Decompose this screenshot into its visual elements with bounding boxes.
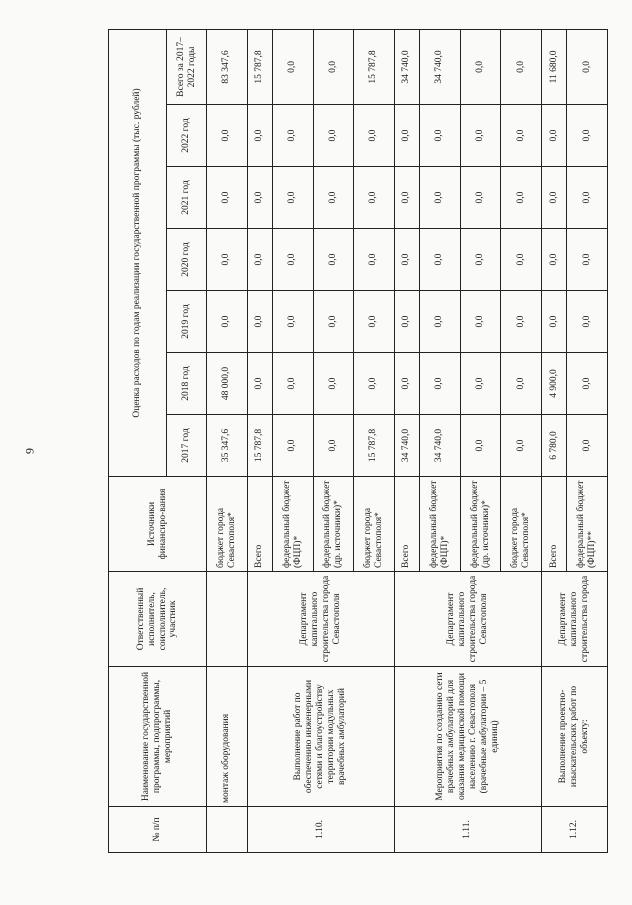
funding-source: бюджет города Севастополя* [354,477,395,572]
value-cell: 0,0 [567,29,608,104]
value-cell: 0,0 [313,415,354,477]
header-year-2017: 2017 год [167,415,207,477]
funding-source: федеральный бюджет (ФЦП)** [567,477,608,572]
value-cell: 0,0 [501,353,542,415]
value-cell: 0,0 [313,167,354,229]
value-cell: 0,0 [460,415,501,477]
value-cell: 34 740,0 [394,29,419,104]
header-year-2019: 2019 год [167,291,207,353]
value-cell: 0,0 [541,291,566,353]
value-cell: 0,0 [501,29,542,104]
value-cell: 15 787,8 [247,29,272,104]
header-sources: Источники финансиро-вания [109,477,207,572]
item-name: Выполнение проектно-изыскательских работ по объекту: [541,667,607,807]
value-cell: 0,0 [541,105,566,167]
value-cell: 0,0 [460,291,501,353]
value-cell: 0,0 [420,291,461,353]
item-name: Мероприятия по созданию сети врачебных амбулаторий для оказания медицинской помощи населению г. Севастополя (врачебные амбулатории – 5 единиц) [394,667,541,807]
value-cell: 0,0 [460,167,501,229]
value-cell: 0,0 [313,353,354,415]
value-cell: 0,0 [420,229,461,291]
value-cell: 0,0 [272,353,313,415]
value-cell: 0,0 [460,105,501,167]
item-number: 1.12. [541,807,607,853]
value-cell: 0,0 [207,105,248,167]
value-cell: 0,0 [313,291,354,353]
value-cell: 0,0 [567,105,608,167]
value-cell: 0,0 [313,229,354,291]
page-number: 9 [22,448,37,454]
value-cell: 0,0 [247,229,272,291]
value-cell: 0,0 [272,167,313,229]
value-cell: 0,0 [354,105,395,167]
header-total: Всего за 2017–2022 годы [167,29,207,104]
value-cell: 0,0 [394,291,419,353]
value-cell: 15 787,8 [247,415,272,477]
funding-source: Всего [247,477,272,572]
value-cell: 15 787,8 [354,415,395,477]
value-cell: 0,0 [394,353,419,415]
value-cell: 0,0 [313,29,354,104]
value-cell: 0,0 [247,291,272,353]
funding-source: федеральный бюджет (ФЦП)* [420,477,461,572]
value-cell: 0,0 [394,229,419,291]
value-cell: 0,0 [247,167,272,229]
item-number: 1.11. [394,807,541,853]
value-cell: 0,0 [394,167,419,229]
funding-source: Всего [394,477,419,572]
item-name: монтаж оборудования [207,667,248,807]
value-cell: 0,0 [501,167,542,229]
header-year-2021: 2021 год [167,167,207,229]
financing-table [108,29,608,853]
funding-source: федеральный бюджет (др. источники)* [460,477,501,572]
value-cell: 0,0 [501,105,542,167]
table-row [541,29,566,852]
value-cell: 0,0 [207,229,248,291]
value-cell: 0,0 [460,29,501,104]
value-cell: 4 900,0 [541,353,566,415]
value-cell: 0,0 [420,167,461,229]
value-cell: 0,0 [567,291,608,353]
value-cell: 0,0 [272,105,313,167]
funding-source: федеральный бюджет (ФЦП)* [272,477,313,572]
item-number: 1.10. [247,807,394,853]
value-cell: 0,0 [567,167,608,229]
value-cell: 0,0 [272,29,313,104]
value-cell: 11 680,0 [541,29,566,104]
value-cell: 0,0 [460,353,501,415]
value-cell: 0,0 [567,353,608,415]
value-cell: 0,0 [247,105,272,167]
value-cell: 0,0 [501,415,542,477]
value-cell: 35 347,6 [207,415,248,477]
value-cell: 0,0 [272,229,313,291]
item-name: Выполнение работ по обеспечению инженерными сетями и благоустройству территории модульных врачебных амбулаторий [247,667,394,807]
value-cell: 0,0 [501,291,542,353]
value-cell: 34 740,0 [420,29,461,104]
value-cell: 0,0 [207,167,248,229]
header-year-2018: 2018 год [167,353,207,415]
value-cell: 0,0 [247,353,272,415]
header-num: № п/п [109,807,207,853]
funding-source: бюджет города Севастополя* [207,477,248,572]
value-cell: 0,0 [272,291,313,353]
table-row [394,29,419,852]
table-row [247,29,272,852]
funding-source: бюджет города Севастополя* [501,477,542,572]
value-cell: 0,0 [354,353,395,415]
value-cell: 0,0 [313,105,354,167]
value-cell: 0,0 [501,229,542,291]
value-cell: 0,0 [420,353,461,415]
header-responsible: Ответственный исполнитель, соисполнитель, участник [109,572,207,667]
value-cell: 0,0 [354,229,395,291]
rotated-table-wrapper [108,38,608,853]
item-responsible: Департамент капитального строительства города Севастополя [247,572,394,667]
value-cell: 6 780,0 [541,415,566,477]
value-cell: 0,0 [567,229,608,291]
value-cell: 0,0 [420,105,461,167]
value-cell: 15 787,8 [354,29,395,104]
header-year-2022: 2022 год [167,105,207,167]
value-cell: 0,0 [272,415,313,477]
item-responsible: Департамент капитального строительства города Севастополя [394,572,541,667]
value-cell: 0,0 [567,415,608,477]
header-year-2020: 2020 год [167,229,207,291]
value-cell: 0,0 [207,291,248,353]
value-cell: 0,0 [541,229,566,291]
value-cell: 0,0 [394,105,419,167]
funding-source: Всего [541,477,566,572]
value-cell: 0,0 [354,167,395,229]
value-cell: 34 740,0 [420,415,461,477]
header-estimate-group: Оценка расходов по годам реализации государственной программы (тыс. рублей) [109,29,167,476]
funding-source: федеральный бюджет (др. источники)* [313,477,354,572]
table-row [207,29,248,852]
item-responsible: Департамент капитального строительства города [541,572,607,667]
value-cell: 34 740,0 [394,415,419,477]
value-cell: 0,0 [460,229,501,291]
value-cell: 83 347,6 [207,29,248,104]
value-cell: 0,0 [354,291,395,353]
header-name: Наименование государственной программы, подпрограммы, мероприятий [109,667,207,807]
value-cell: 0,0 [541,167,566,229]
value-cell: 48 000,0 [207,353,248,415]
